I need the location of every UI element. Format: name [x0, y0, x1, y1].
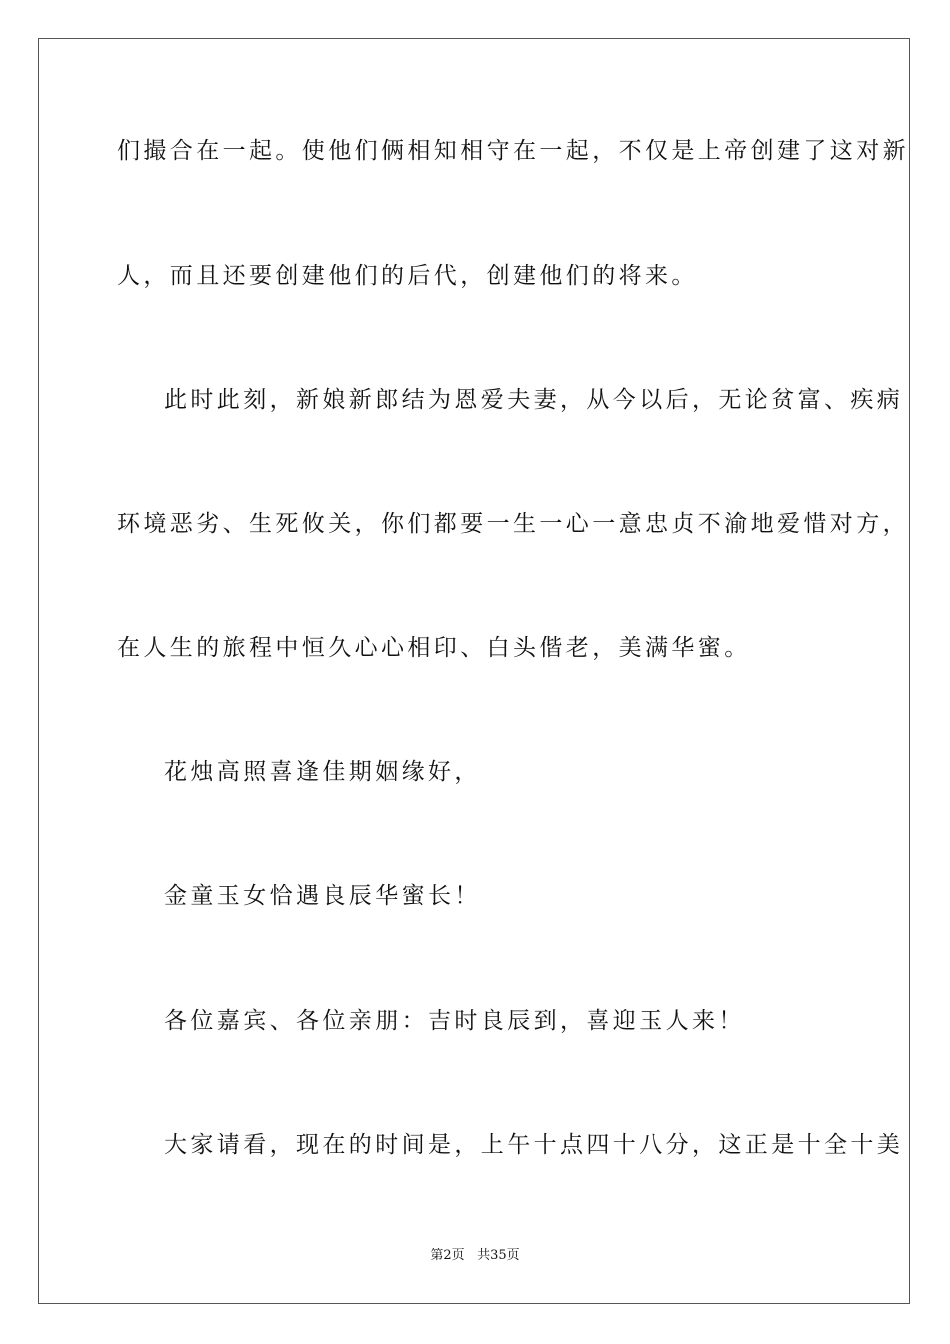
- page-border: [38, 38, 910, 1304]
- page-footer: [0, 1247, 950, 1265]
- text-line-2: 人，而且还要创建他们的后代，创建他们的将来。: [117, 263, 698, 289]
- text-line-9: 大家请看，现在的时间是，上午十点四十八分，这正是十全十美: [164, 1132, 904, 1158]
- text-line-1: 们撮合在一起。使他们俩相知相守在一起，不仅是上帝创建了这对新: [117, 138, 909, 164]
- text-line-8: 各位嘉宾、各位亲朋：吉时良辰到，喜迎玉人来！: [164, 1008, 745, 1034]
- text-line-5: 在人生的旅程中恒久心心相印、白头偕老，美满华蜜。: [117, 635, 751, 661]
- page-number: 第2页: [430, 1248, 465, 1263]
- text-line-3: 此时此刻，新娘新郎结为恩爱夫妻，从今以后，无论贫富、疾病: [164, 387, 904, 413]
- text-line-6: 花烛高照喜逢佳期姻缘好，: [164, 759, 481, 785]
- page-total: 共35页: [477, 1248, 520, 1263]
- text-line-7: 金童玉女恰遇良辰华蜜长！: [164, 883, 481, 909]
- text-line-4: 环境恶劣、生死攸关，你们都要一生一心一意忠贞不渝地爱惜对方，: [117, 511, 909, 537]
